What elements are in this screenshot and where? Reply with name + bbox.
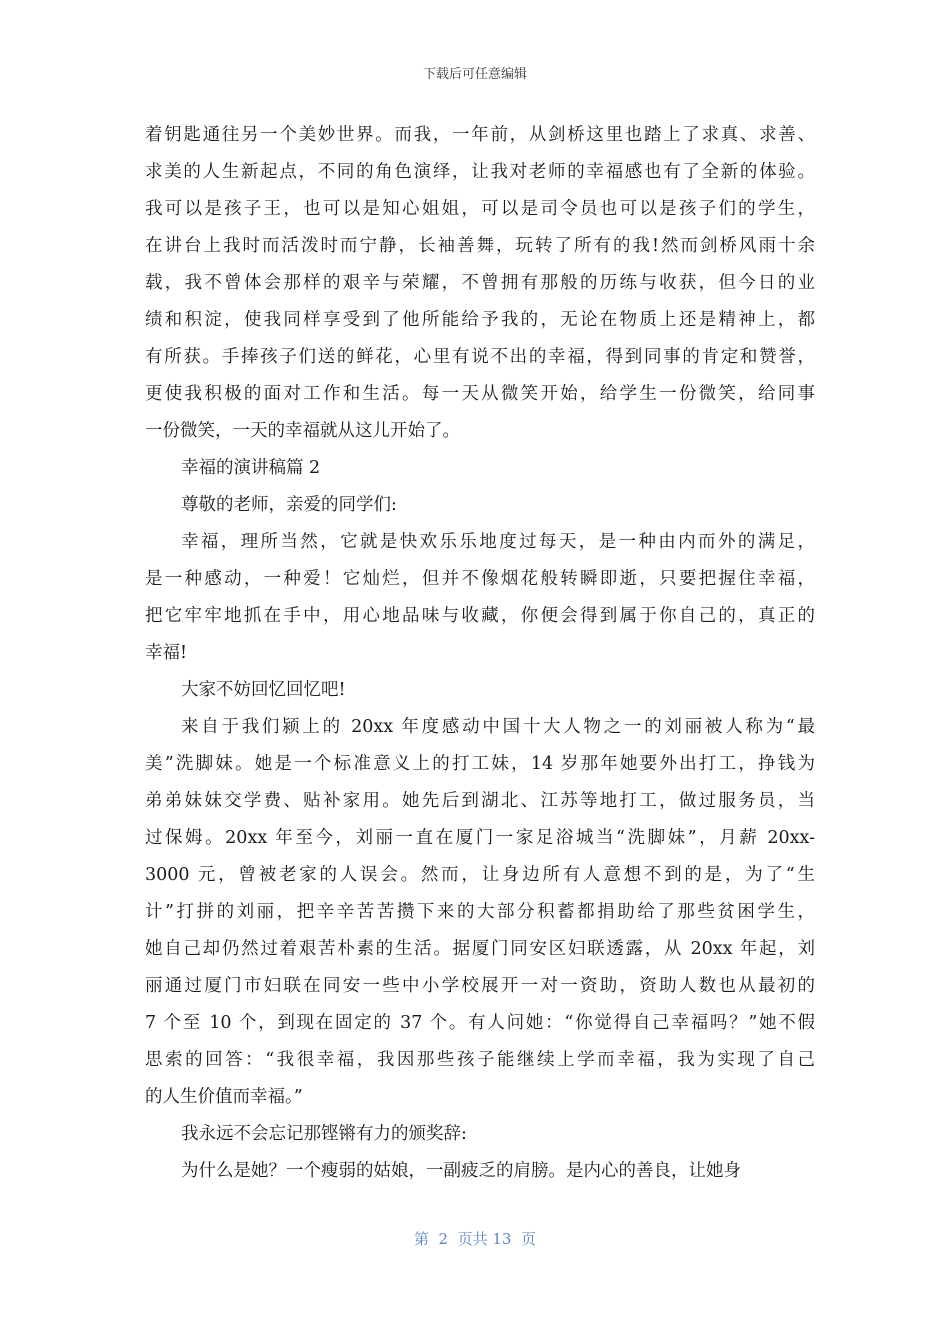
text-line: 载，我不曾体会那样的艰辛与荣耀，不曾拥有那般的历练与收获，但今日的业 — [145, 273, 815, 293]
text-line: 的人生价值而幸福。” — [145, 1087, 303, 1107]
text-line: 有所获。手捧孩子们送的鲜花，心里有说不出的幸福，得到同事的肯定和赞誉， — [145, 347, 815, 367]
salutation — [145, 487, 815, 524]
text-line: 美”洗脚妹。她是一个标准意义上的打工妹，14 岁那年她要外出打工，挣钱为 — [145, 754, 815, 774]
text-line: 幸福! — [145, 643, 188, 663]
section-title — [145, 450, 815, 487]
text-line: 丽通过厦门市妇联在同安一些中小学校展开一对一资助，资助人数也从最初的 — [145, 976, 815, 996]
text-line: 过保姆。20xx 年至今，刘丽一直在厦门一家足浴城当“洗脚妹”，月薪 20xx- — [145, 828, 815, 848]
text-line: 幸福的演讲稿篇 2 — [181, 458, 321, 478]
text-line: 思索的回答：“我很幸福，我因那些孩子能继续上学而幸福，我为实现了自己 — [145, 1050, 815, 1070]
text-line: 弟弟妹妹交学费、贴补家用。她先后到湖北、江苏等地打工，做过服务员，当 — [145, 791, 815, 811]
document-body — [145, 117, 815, 1190]
text-line: 把它牢牢地抓在手中，用心地品味与收藏，你便会得到属于你自己的，真正的 — [145, 606, 815, 626]
text-line: 来自于我们颍上的 20xx 年度感动中国十大人物之一的刘丽被人称为“最 — [181, 717, 815, 737]
text-line: 为什么是她？一个瘦弱的姑娘，一副疲乏的肩膀。是内心的善良，让她身 — [181, 1161, 741, 1181]
text-line: 她自己却仍然过着艰苦朴素的生活。据厦门同安区妇联透露，从 20xx 年起，刘 — [145, 939, 815, 959]
text-line: 计”打拼的刘丽，把辛辛苦苦攒下来的大部分积蓄都捐助给了那些贫困学生， — [145, 902, 815, 922]
text-line: 大家不妨回忆回忆吧! — [181, 680, 346, 700]
paragraph-liuli — [145, 709, 815, 1116]
text-line: 绩和积淀，使我同样享受到了他所能给予我的，无论在物质上还是精神上，都 — [145, 310, 815, 330]
text-line: 我可以是孩子王，也可以是知心姐姐，可以是司令员也可以是孩子们的学生， — [145, 199, 815, 219]
text-line: 是一种感动，一种爱！它灿烂，但并不像烟花般转瞬即逝，只要把握住幸福， — [145, 569, 815, 589]
paragraph-award — [145, 1116, 815, 1153]
text-line: 在讲台上我时而活泼时而宁静，长袖善舞，玩转了所有的我!然而剑桥风雨十余 — [145, 236, 815, 256]
text-line: 求美的人生新起点，不同的角色演绎，让我对老师的幸福感也有了全新的体验。 — [145, 162, 815, 182]
paragraph-why-her — [145, 1153, 815, 1190]
text-line: 我永远不会忘记那铿锵有力的颁奖辞: — [181, 1124, 467, 1144]
text-line: 着钥匙通往另一个美妙世界。而我，一年前，从剑桥这里也踏上了求真、求善、 — [145, 125, 815, 145]
text-line: 7 个至 10 个，到现在固定的 37 个。有人问她：“你觉得自己幸福吗？”她不假 — [145, 1013, 815, 1033]
paragraph-recall — [145, 672, 815, 709]
page-footer: 第 2 页共 13 页 — [413, 1230, 536, 1248]
paragraph-happiness — [145, 524, 815, 672]
text-line: 3000 元，曾被老家的人误会。然而，让身边所有人意想不到的是，为了“生 — [145, 865, 815, 885]
text-line: 尊敬的老师，亲爱的同学们: — [181, 495, 397, 515]
paragraph-continuation — [145, 117, 815, 450]
text-line: 一份微笑，一天的幸福就从这儿开始了。 — [145, 421, 460, 441]
page-header: 下载后可任意编辑 — [422, 67, 527, 82]
text-line: 幸福，理所当然，它就是快欢乐乐地度过每天，是一种由内而外的满足， — [181, 532, 815, 552]
text-line: 更使我积极的面对工作和生活。每一天从微笑开始，给学生一份微笑，给同事 — [145, 384, 815, 404]
